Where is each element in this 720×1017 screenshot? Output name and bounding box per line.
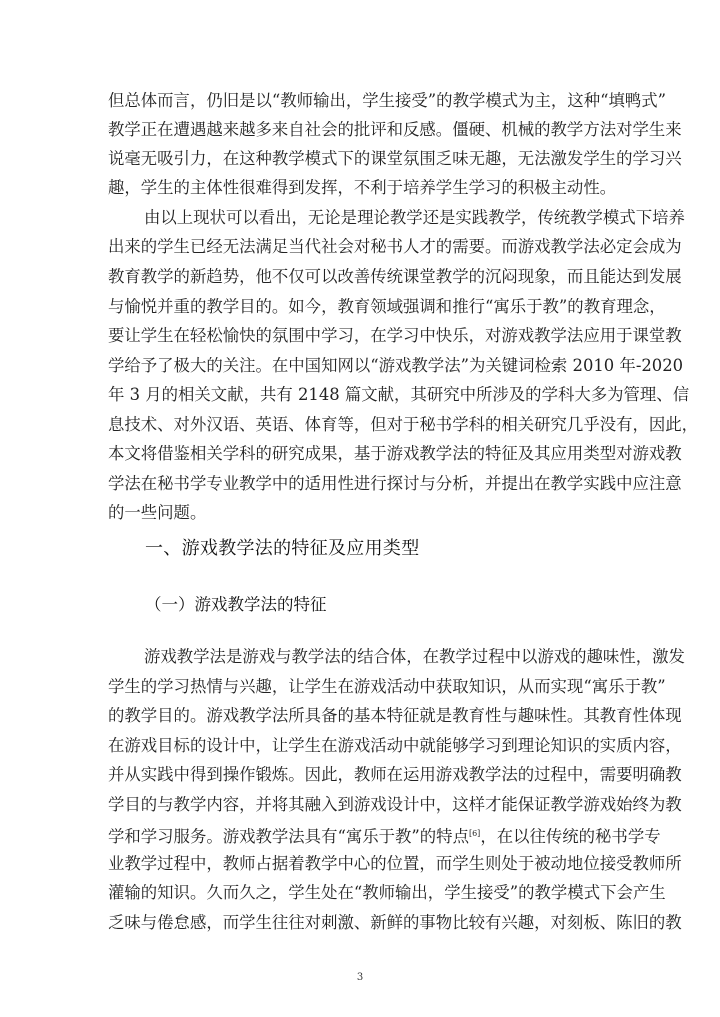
text-line: 学法在秘书学专业教学中的适用性进行探讨与分析，并提出在教学实践中应注意 [108,474,682,493]
text-line: 学给予了极大的关注。在中国知网以“游戏教学法”为关键词检索 2010 年-2020 [108,356,684,375]
text-line: 业教学过程中，教师占据着教学中心的位置，而学生则处于被动地位接受教师所 [108,854,682,873]
text-line: 的教学目的。游戏教学法所具备的基本特征就是教育性与趣味性。其教育性体现 [108,706,682,725]
text-line: 灌输的知识。久而久之，学生处在“教师输出，学生接受”的教学模式下会产生 [108,883,666,902]
text-line: 要让学生在轻松愉快的氛围中学习，在学习中快乐，对游戏教学法应用于课堂教 [108,326,682,345]
text-line: 说毫无吸引力，在这种教学模式下的课堂氛围乏味无趣，无法激发学生的学习兴 [108,149,682,168]
text-line: 学生的学习热情与兴趣，让学生在游戏活动中获取知识，从而实现“寓乐于教” [108,677,666,696]
text-line: 教学正在遭遇越来越多来自社会的批评和反感。僵硬、机械的教学方法对学生来 [108,120,682,139]
subsection-heading: （一）游戏教学法的特征 [145,595,327,614]
text-line: 出来的学生已经无法满足当代社会对秘书人才的需要。而游戏教学法必定会成为 [108,237,682,256]
section-heading: 一、游戏教学法的特征及应用类型 [145,538,420,559]
text-line: 年 3 月的相关文献，共有 2148 篇文献，其研究中所涉及的学科大多为管理、信 [108,385,690,404]
text-line: 学和学习服务。游戏教学法具有“寓乐于教”的特点[6]，在以往传统的秘书学专 [108,827,661,846]
text-line: 并从实践中得到操作锻炼。因此，教师在运用游戏教学法的过程中，需要明确教 [108,765,682,784]
text-line: 教育教学的新趋势，他不仅可以改善传统课堂教学的沉闷现象，而且能达到发展 [108,267,682,286]
text-line: 游戏教学法是游戏与教学法的结合体，在教学过程中以游戏的趣味性，激发 [144,647,685,666]
text-line: 在游戏目标的设计中，让学生在游戏活动中就能够学习到理论知识的实质内容， [108,736,682,755]
text-line: 息技术、对外汉语、英语、体育等，但对于秘书学科的相关研究几乎没有，因此， [108,415,699,434]
text-line: 的一些问题。 [108,503,207,522]
text-line: 乏味与倦怠感，而学生往往对刺激、新鲜的事物比较有兴趣，对刻板、陈旧的教 [108,913,682,932]
text-line: 本文将借鉴相关学科的研究成果，基于游戏教学法的特征及其应用类型对游戏教 [108,444,682,463]
text-line: 但总体而言，仍旧是以“教师输出，学生接受”的教学模式为主，这种“填鸭式” [108,91,667,110]
citation-marker: [6] [468,829,481,838]
page-number: 3 [356,972,364,983]
text-line: 趣，学生的主体性很难得到发挥，不利于培养学生学习的积极主动性。 [108,178,617,197]
text-line: 与愉悦并重的教学目的。如今，教育领域强调和推行“寓乐于教”的教育理念， [108,297,666,316]
text-line: 学目的与教学内容，并将其融入到游戏设计中，这样才能保证教学游戏始终为教 [108,795,682,814]
text-line: 由以上现状可以看出，无论是理论教学还是实践教学，传统教学模式下培养 [144,208,685,227]
